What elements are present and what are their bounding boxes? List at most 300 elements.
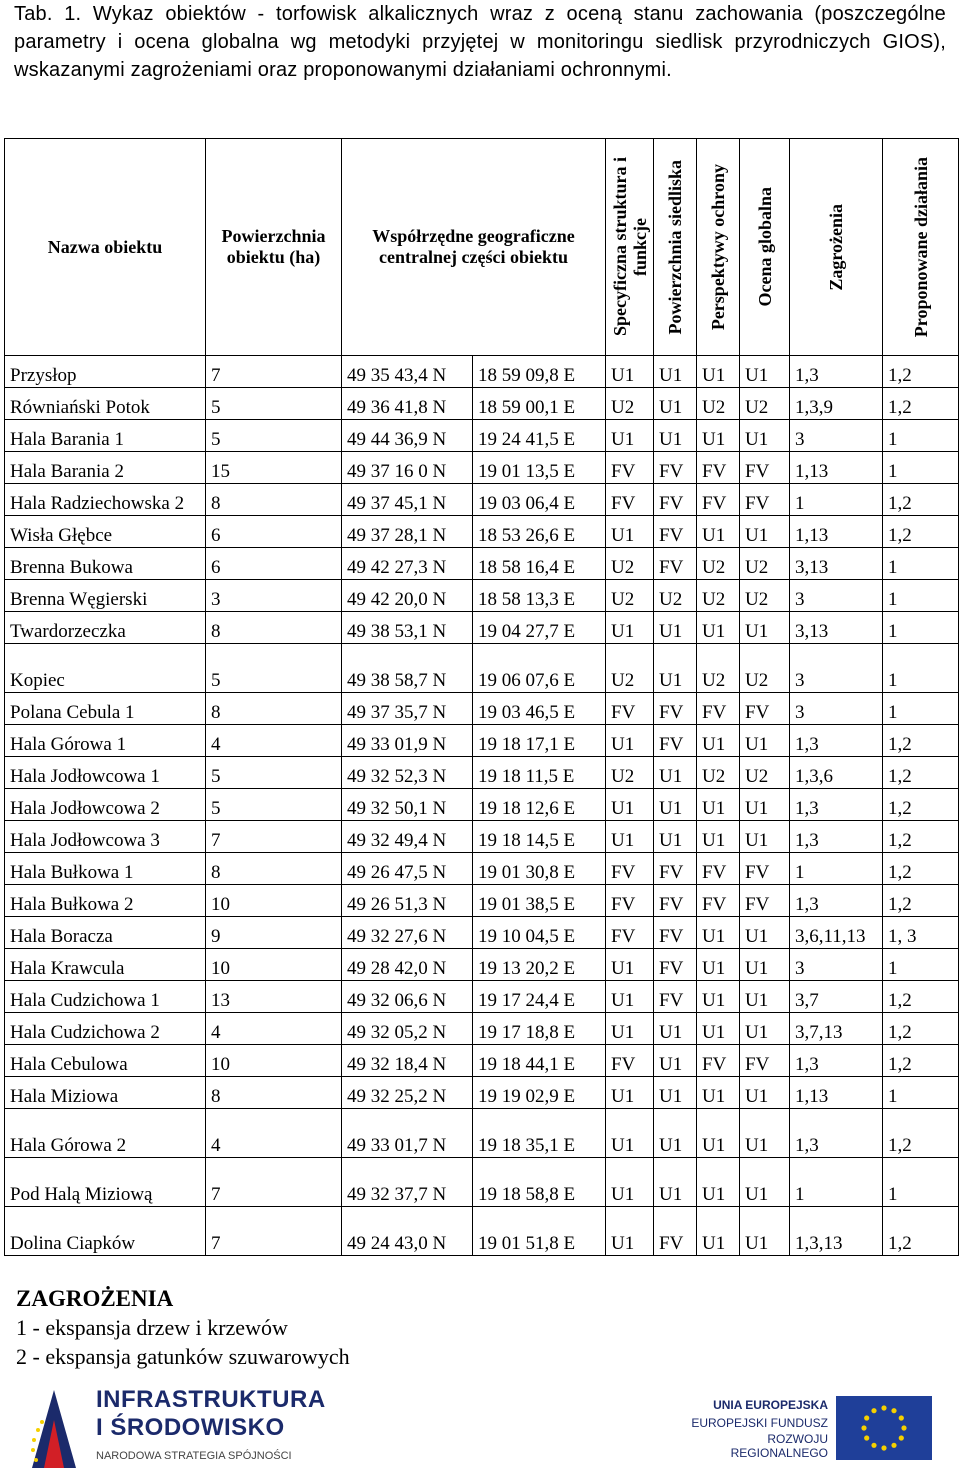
cell-prospects: U2 (697, 580, 740, 612)
nss-logo-icon (24, 1380, 94, 1472)
table-row (5, 548, 959, 580)
table-row (5, 1077, 959, 1109)
cell-actions: 1 (883, 420, 959, 452)
cell-threats: 1,13 (790, 452, 883, 484)
cell-area: 10 (206, 949, 342, 981)
cell-threats: 1,13 (790, 516, 883, 548)
cell-struct: FV (606, 452, 654, 484)
cell-prospects: U1 (697, 949, 740, 981)
cell-prospects: U1 (697, 1109, 740, 1158)
header-struct-text: Specyficzna struktura i funkcje (609, 157, 650, 337)
cell-name: Hala Bułkowa 2 (5, 885, 206, 917)
cell-area: 6 (206, 516, 342, 548)
cell-global: U1 (740, 420, 790, 452)
cell-threats: 3,7,13 (790, 1013, 883, 1045)
cell-threats: 1,13 (790, 1077, 883, 1109)
cell-name: Hala Barania 2 (5, 452, 206, 484)
cell-lon: 19 03 06,4 E (473, 484, 606, 516)
cell-struct: U1 (606, 725, 654, 757)
cell-name: Hala Cudzichowa 2 (5, 1013, 206, 1045)
cell-area: 5 (206, 789, 342, 821)
cell-area: 5 (206, 420, 342, 452)
header-coords: Współrzędne geograficzne centralnej części obiektu (342, 139, 606, 356)
cell-lon: 19 17 18,8 E (473, 1013, 606, 1045)
cell-actions: 1,2 (883, 853, 959, 885)
cell-habitat-area: U1 (654, 821, 697, 853)
cell-habitat-area: FV (654, 548, 697, 580)
cell-global: U1 (740, 1207, 790, 1256)
header-actions (883, 139, 959, 356)
table-row (5, 757, 959, 789)
cell-struct: FV (606, 484, 654, 516)
cell-actions: 1 (883, 612, 959, 644)
table-row (5, 612, 959, 644)
cell-lon: 18 58 13,3 E (473, 580, 606, 612)
header-threats (790, 139, 883, 356)
table-row (5, 1013, 959, 1045)
cell-habitat-area: U1 (654, 420, 697, 452)
cell-threats: 1 (790, 1158, 883, 1207)
cell-global: U1 (740, 821, 790, 853)
cell-lat: 49 32 52,3 N (342, 757, 473, 789)
cell-prospects: U1 (697, 612, 740, 644)
cell-threats: 3,13 (790, 612, 883, 644)
table-row (5, 693, 959, 725)
cell-lat: 49 32 06,6 N (342, 981, 473, 1013)
logo-right-line2: EUROPEJSKI FUNDUSZ (691, 1416, 828, 1430)
cell-threats: 3 (790, 580, 883, 612)
cell-name: Kopiec (5, 644, 206, 693)
eu-star-icon (899, 1415, 904, 1420)
cell-lat: 49 37 28,1 N (342, 516, 473, 548)
cell-name: Hala Krawcula (5, 949, 206, 981)
cell-prospects: U1 (697, 789, 740, 821)
eu-logo (676, 1392, 946, 1462)
header-habitat-area-text: Powierzchnia siedliska (665, 159, 685, 335)
cell-lat: 49 32 49,4 N (342, 821, 473, 853)
cell-lat: 49 26 47,5 N (342, 853, 473, 885)
table-row (5, 949, 959, 981)
eu-star-icon (864, 1435, 869, 1440)
cell-lat: 49 33 01,7 N (342, 1109, 473, 1158)
cell-actions: 1,2 (883, 757, 959, 789)
cell-threats: 3 (790, 693, 883, 725)
cell-prospects: FV (697, 693, 740, 725)
cell-habitat-area: U1 (654, 644, 697, 693)
cell-lon: 19 18 11,5 E (473, 757, 606, 789)
cell-area: 15 (206, 452, 342, 484)
cell-lon: 19 19 02,9 E (473, 1077, 606, 1109)
table-caption: Tab. 1. Wykaz obiektów - torfowisk alkalicznych wraz z oceną stanu zachowania (poszczególne parametry i ocena globalna wg metodyki przyjętej w monitoringu siedlisk przyrodniczych GIOS), wskazanymi zagrożeniami oraz proponowanymi działaniami ochronnymi. (14, 3, 946, 81)
cell-lat: 49 42 27,3 N (342, 548, 473, 580)
cell-threats: 1,3 (790, 356, 883, 388)
cell-habitat-area: FV (654, 452, 697, 484)
cell-prospects: U2 (697, 644, 740, 693)
cell-global: U2 (740, 757, 790, 789)
cell-habitat-area: U1 (654, 612, 697, 644)
cell-struct: U1 (606, 420, 654, 452)
cell-actions: 1,2 (883, 516, 959, 548)
cell-global: U1 (740, 1158, 790, 1207)
cell-habitat-area: FV (654, 725, 697, 757)
cell-threats: 1,3 (790, 1109, 883, 1158)
cell-prospects: U1 (697, 1077, 740, 1109)
cell-global: U1 (740, 1109, 790, 1158)
cell-habitat-area: FV (654, 885, 697, 917)
cell-threats: 1,3 (790, 1045, 883, 1077)
cell-struct: U1 (606, 612, 654, 644)
cell-global: FV (740, 853, 790, 885)
cell-name: Wisła Głębce (5, 516, 206, 548)
cell-threats: 3,13 (790, 548, 883, 580)
cell-lat: 49 32 05,2 N (342, 1013, 473, 1045)
cell-lon: 19 01 30,8 E (473, 853, 606, 885)
cell-prospects: U2 (697, 388, 740, 420)
cell-threats: 3,7 (790, 981, 883, 1013)
cell-name: Hala Jodłowcowa 2 (5, 789, 206, 821)
cell-global: U1 (740, 981, 790, 1013)
cell-area: 7 (206, 821, 342, 853)
table-row (5, 1109, 959, 1158)
objects-table (4, 138, 959, 1256)
table-row (5, 885, 959, 917)
cell-actions: 1 (883, 693, 959, 725)
cell-threats: 1,3 (790, 885, 883, 917)
cell-lat: 49 32 50,1 N (342, 789, 473, 821)
cell-threats: 1,3,6 (790, 757, 883, 789)
cell-name: Twardorzeczka (5, 612, 206, 644)
cell-area: 4 (206, 1109, 342, 1158)
cell-lat: 49 37 45,1 N (342, 484, 473, 516)
cell-global: FV (740, 452, 790, 484)
cell-prospects: U1 (697, 420, 740, 452)
cell-lat: 49 32 37,7 N (342, 1158, 473, 1207)
table-row (5, 452, 959, 484)
cell-actions: 1,2 (883, 1013, 959, 1045)
cell-area: 9 (206, 917, 342, 949)
table-row (5, 821, 959, 853)
eu-flag-icon (836, 1396, 932, 1460)
logo-left-line2: I ŚRODOWISKO (96, 1414, 285, 1441)
cell-habitat-area: FV (654, 853, 697, 885)
cell-actions: 1,2 (883, 789, 959, 821)
legend-heading: ZAGROŻENIA (16, 1286, 174, 1311)
cell-lat: 49 38 58,7 N (342, 644, 473, 693)
cell-lon: 18 58 16,4 E (473, 548, 606, 580)
header-habitat-area (654, 139, 697, 356)
eu-star-icon (861, 1425, 866, 1430)
cell-area: 7 (206, 1158, 342, 1207)
cell-threats: 1,3 (790, 821, 883, 853)
cell-area: 10 (206, 885, 342, 917)
cell-prospects: U1 (697, 356, 740, 388)
header-struct (606, 139, 654, 356)
cell-name: Brenna Węgierski (5, 580, 206, 612)
cell-area: 5 (206, 388, 342, 420)
eu-star-icon (899, 1435, 904, 1440)
cell-lat: 49 28 42,0 N (342, 949, 473, 981)
table-row (5, 420, 959, 452)
cell-actions: 1 (883, 548, 959, 580)
cell-habitat-area: FV (654, 484, 697, 516)
logo-right-line3: ROZWOJU REGIONALNEGO (730, 1432, 828, 1460)
cell-actions: 1 (883, 580, 959, 612)
cell-habitat-area: FV (654, 693, 697, 725)
infrastruktura-logo (24, 1380, 344, 1472)
cell-lon: 19 18 44,1 E (473, 1045, 606, 1077)
cell-struct: U1 (606, 949, 654, 981)
logo-left-line1: INFRASTRUKTURA (96, 1386, 326, 1413)
cell-lat: 49 32 27,6 N (342, 917, 473, 949)
cell-prospects: U1 (697, 1207, 740, 1256)
cell-actions: 1,2 (883, 885, 959, 917)
cell-habitat-area: U2 (654, 580, 697, 612)
cell-prospects: U2 (697, 548, 740, 580)
table-row (5, 981, 959, 1013)
cell-lon: 19 18 35,1 E (473, 1109, 606, 1158)
cell-threats: 1 (790, 484, 883, 516)
cell-name: Hala Cebulowa (5, 1045, 206, 1077)
cell-lon: 19 01 13,5 E (473, 452, 606, 484)
cell-actions: 1,2 (883, 484, 959, 516)
cell-habitat-area: U1 (654, 757, 697, 789)
cell-actions: 1 (883, 1077, 959, 1109)
cell-prospects: FV (697, 452, 740, 484)
cell-actions: 1,2 (883, 1109, 959, 1158)
cell-habitat-area: U1 (654, 1158, 697, 1207)
cell-lat: 49 37 35,7 N (342, 693, 473, 725)
cell-area: 6 (206, 548, 342, 580)
threats-legend (16, 1284, 350, 1371)
cell-name: Hala Radziechowska 2 (5, 484, 206, 516)
cell-global: FV (740, 1045, 790, 1077)
cell-lat: 49 26 51,3 N (342, 885, 473, 917)
cell-area: 7 (206, 356, 342, 388)
cell-name: Pod Halą Miziową (5, 1158, 206, 1207)
cell-lon: 19 06 07,6 E (473, 644, 606, 693)
cell-actions: 1, 3 (883, 917, 959, 949)
cell-name: Hala Cudzichowa 1 (5, 981, 206, 1013)
cell-actions: 1,2 (883, 981, 959, 1013)
cell-lon: 19 17 24,4 E (473, 981, 606, 1013)
cell-struct: U2 (606, 757, 654, 789)
cell-lat: 49 42 20,0 N (342, 580, 473, 612)
header-prospects-text: Perspektywy ochrony (708, 163, 728, 331)
cell-struct: FV (606, 1045, 654, 1077)
cell-name: Hala Górowa 1 (5, 725, 206, 757)
cell-area: 5 (206, 644, 342, 693)
cell-prospects: U1 (697, 917, 740, 949)
cell-name: Dolina Ciapków (5, 1207, 206, 1256)
cell-prospects: U1 (697, 821, 740, 853)
cell-struct: U1 (606, 1207, 654, 1256)
cell-global: U1 (740, 1013, 790, 1045)
header-prospects (697, 139, 740, 356)
cell-lon: 19 18 14,5 E (473, 821, 606, 853)
cell-prospects: FV (697, 1045, 740, 1077)
cell-area: 4 (206, 725, 342, 757)
cell-habitat-area: FV (654, 917, 697, 949)
cell-actions: 1 (883, 949, 959, 981)
cell-lat: 49 36 41,8 N (342, 388, 473, 420)
cell-habitat-area: FV (654, 949, 697, 981)
cell-struct: U2 (606, 580, 654, 612)
cell-actions: 1,2 (883, 1207, 959, 1256)
cell-name: Hala Jodłowcowa 3 (5, 821, 206, 853)
cell-lat: 49 32 25,2 N (342, 1077, 473, 1109)
cell-name: Równiański Potok (5, 388, 206, 420)
cell-struct: U1 (606, 1077, 654, 1109)
cell-habitat-area: FV (654, 1207, 697, 1256)
cell-prospects: U1 (697, 1013, 740, 1045)
cell-actions: 1 (883, 1158, 959, 1207)
cell-prospects: U2 (697, 757, 740, 789)
cell-threats: 1,3,9 (790, 388, 883, 420)
cell-name: Brenna Bukowa (5, 548, 206, 580)
table-row (5, 580, 959, 612)
table-row (5, 917, 959, 949)
table-row (5, 484, 959, 516)
cell-lon: 18 59 09,8 E (473, 356, 606, 388)
cell-struct: U2 (606, 388, 654, 420)
cell-threats: 3 (790, 644, 883, 693)
cell-struct: U1 (606, 1013, 654, 1045)
cell-global: U1 (740, 1077, 790, 1109)
cell-global: U1 (740, 917, 790, 949)
cell-area: 5 (206, 757, 342, 789)
cell-lat: 49 44 36,9 N (342, 420, 473, 452)
cell-struct: FV (606, 885, 654, 917)
cell-name: Hala Barania 1 (5, 420, 206, 452)
cell-global: U2 (740, 548, 790, 580)
cell-threats: 1,3 (790, 725, 883, 757)
cell-global: U2 (740, 580, 790, 612)
cell-prospects: FV (697, 853, 740, 885)
cell-global: U2 (740, 388, 790, 420)
cell-actions: 1,2 (883, 356, 959, 388)
cell-lon: 18 53 26,6 E (473, 516, 606, 548)
cell-actions: 1,2 (883, 1045, 959, 1077)
eu-star-icon (891, 1408, 896, 1413)
eu-star-icon (864, 1415, 869, 1420)
cell-struct: U1 (606, 821, 654, 853)
cell-global: U1 (740, 725, 790, 757)
cell-habitat-area: U1 (654, 356, 697, 388)
table-row (5, 644, 959, 693)
cell-global: U1 (740, 949, 790, 981)
legend-item: 1 - ekspansja drzew i krzewów (16, 1315, 288, 1340)
legend-item: 2 - ekspansja gatunków szuwarowych (16, 1344, 350, 1369)
cell-global: FV (740, 484, 790, 516)
cell-actions: 1 (883, 644, 959, 693)
table-row (5, 1045, 959, 1077)
cell-struct: U1 (606, 516, 654, 548)
cell-threats: 3 (790, 420, 883, 452)
table-row (5, 1158, 959, 1207)
cell-threats: 1 (790, 853, 883, 885)
cell-lon: 19 04 27,7 E (473, 612, 606, 644)
cell-global: U1 (740, 516, 790, 548)
cell-struct: FV (606, 853, 654, 885)
table-row (5, 1207, 959, 1256)
cell-area: 8 (206, 1077, 342, 1109)
cell-lon: 19 18 12,6 E (473, 789, 606, 821)
cell-prospects: U1 (697, 981, 740, 1013)
logo-left-sub: NARODOWA STRATEGIA SPÓJNOŚCI (96, 1450, 292, 1462)
cell-lat: 49 38 53,1 N (342, 612, 473, 644)
table-row (5, 516, 959, 548)
cell-lat: 49 35 43,4 N (342, 356, 473, 388)
cell-lon: 19 18 17,1 E (473, 725, 606, 757)
cell-threats: 1,3,13 (790, 1207, 883, 1256)
cell-habitat-area: U1 (654, 388, 697, 420)
cell-name: Polana Cebula 1 (5, 693, 206, 725)
table-row (5, 725, 959, 757)
cell-struct: U2 (606, 548, 654, 580)
cell-struct: U1 (606, 356, 654, 388)
cell-struct: U1 (606, 981, 654, 1013)
cell-global: U1 (740, 789, 790, 821)
eu-star-icon (891, 1443, 896, 1448)
eu-star-icon (901, 1425, 906, 1430)
cell-lon: 18 59 00,1 E (473, 388, 606, 420)
header-global-text: Ocena globalna (754, 187, 775, 307)
cell-struct: U2 (606, 644, 654, 693)
cell-area: 10 (206, 1045, 342, 1077)
header-actions-text: Proponowane działania (910, 156, 931, 338)
cell-name: Hala Górowa 2 (5, 1109, 206, 1158)
cell-prospects: U1 (697, 725, 740, 757)
cell-habitat-area: FV (654, 516, 697, 548)
cell-actions: 1,2 (883, 388, 959, 420)
cell-prospects: U1 (697, 516, 740, 548)
cell-area: 3 (206, 580, 342, 612)
table-row (5, 356, 959, 388)
header-global (740, 139, 790, 356)
header-name: Nazwa obiektu (5, 139, 206, 356)
cell-threats: 1,3 (790, 789, 883, 821)
cell-global: U1 (740, 356, 790, 388)
cell-struct: U1 (606, 1109, 654, 1158)
cell-struct: U1 (606, 1158, 654, 1207)
cell-area: 4 (206, 1013, 342, 1045)
header-threats-text: Zagrożenia (826, 203, 846, 291)
cell-name: Hala Bułkowa 1 (5, 853, 206, 885)
eu-star-icon (881, 1405, 886, 1410)
cell-area: 8 (206, 484, 342, 516)
cell-threats: 3,6,11,13 (790, 917, 883, 949)
cell-area: 8 (206, 693, 342, 725)
cell-area: 7 (206, 1207, 342, 1256)
cell-habitat-area: U1 (654, 1013, 697, 1045)
cell-actions: 1,2 (883, 725, 959, 757)
cell-lon: 19 13 20,2 E (473, 949, 606, 981)
cell-struct: U1 (606, 789, 654, 821)
cell-habitat-area: U1 (654, 1045, 697, 1077)
cell-lat: 49 37 16 0 N (342, 452, 473, 484)
cell-actions: 1 (883, 452, 959, 484)
cell-lat: 49 33 01,9 N (342, 725, 473, 757)
cell-struct: FV (606, 917, 654, 949)
eu-star-icon (871, 1408, 876, 1413)
cell-prospects: FV (697, 484, 740, 516)
cell-lon: 19 03 46,5 E (473, 693, 606, 725)
cell-name: Hala Jodłowcowa 1 (5, 757, 206, 789)
logo-right-line1: UNIA EUROPEJSKA (713, 1398, 828, 1412)
cell-global: U1 (740, 612, 790, 644)
cell-habitat-area: U1 (654, 789, 697, 821)
cell-lat: 49 24 43,0 N (342, 1207, 473, 1256)
